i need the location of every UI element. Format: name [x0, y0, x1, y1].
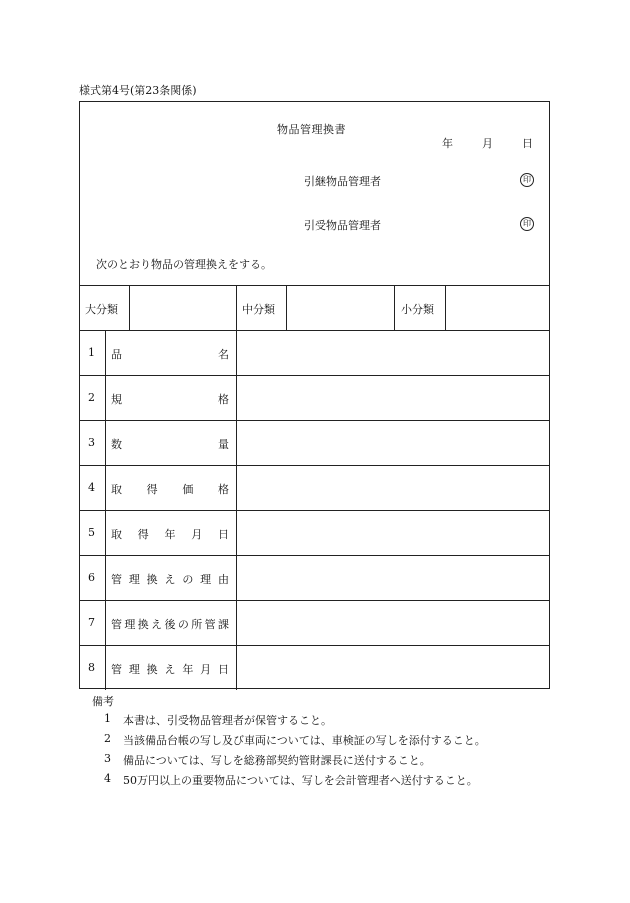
- row-number: 1: [88, 346, 95, 359]
- transferor-label: 引継物品管理者: [304, 175, 381, 188]
- row-label-char: 課: [218, 618, 229, 631]
- row-label-char: 換: [137, 618, 149, 631]
- row-label-char: 取: [111, 528, 122, 541]
- row-label: [111, 571, 229, 587]
- row-number: 6: [88, 571, 95, 584]
- divider: [236, 285, 237, 330]
- row-number: 7: [88, 616, 95, 629]
- row-label-char: 後: [164, 618, 176, 631]
- seal-icon: 印: [520, 217, 534, 231]
- transfer-form: [79, 101, 550, 689]
- divider: [286, 285, 287, 330]
- divider: [445, 285, 446, 330]
- remark-text: 50万円以上の重要物品については、写しを会計管理者へ送付すること。: [123, 774, 478, 787]
- row-number: 5: [88, 526, 95, 539]
- remark-text: 備品については、写しを総務部契約管財課長に送付すること。: [123, 754, 431, 767]
- row-value-cell[interactable]: [237, 466, 549, 509]
- row-value-cell[interactable]: [237, 511, 549, 554]
- row-label-char: 由: [217, 573, 229, 586]
- row-label-char: 得: [146, 483, 158, 496]
- row-label-char: 管: [111, 618, 122, 631]
- row-value-cell[interactable]: [237, 376, 549, 419]
- row-value-cell[interactable]: [237, 646, 549, 689]
- category-middle-label: 中分類: [242, 303, 275, 316]
- seal-icon: 印: [520, 173, 534, 187]
- row-label-char: 規: [111, 393, 122, 406]
- row-label-char: 価: [182, 483, 194, 496]
- remark-text: 本書は、引受物品管理者が保管すること。: [123, 714, 332, 727]
- category-major-label: 大分類: [85, 303, 118, 316]
- row-label-char: の: [177, 618, 189, 631]
- remark-number: 3: [104, 752, 111, 765]
- date-year-label: 年: [442, 137, 453, 150]
- row-label-char: 日: [217, 663, 229, 676]
- remark-number: 4: [104, 772, 111, 785]
- row-label-char: え: [164, 573, 176, 586]
- remark-number: 2: [104, 732, 111, 745]
- row-number: 3: [88, 436, 95, 449]
- row-label: [111, 436, 229, 452]
- row-label-char: の: [182, 573, 194, 586]
- row-label-char: 理: [128, 573, 140, 586]
- divider: [129, 285, 130, 330]
- row-label-char: 数: [111, 438, 122, 451]
- remark-number: 1: [104, 712, 111, 725]
- row-label-char: 年: [182, 663, 194, 676]
- row-label-char: 換: [146, 573, 158, 586]
- row-value-cell[interactable]: [237, 556, 549, 599]
- date-month-label: 月: [482, 137, 493, 150]
- row-label-char: え: [164, 663, 176, 676]
- row-number: 2: [88, 391, 95, 404]
- row-label-char: 月: [191, 528, 203, 541]
- row-value-cell[interactable]: [237, 331, 549, 374]
- row-label-char: 換: [146, 663, 158, 676]
- date-day-label: 日: [522, 137, 533, 150]
- row-label-char: 理: [124, 618, 136, 631]
- remarks-heading: 備考: [92, 695, 114, 708]
- category-minor-label: 小分類: [401, 303, 434, 316]
- row-label-char: 管: [204, 618, 216, 631]
- row-label-char: 年: [164, 528, 176, 541]
- row-label: [111, 661, 229, 677]
- form-title: 物品管理換書: [277, 123, 346, 136]
- row-label-char: 月: [200, 663, 212, 676]
- statement-text: 次のとおり物品の管理換えをする。: [96, 258, 272, 271]
- row-value-cell[interactable]: [237, 601, 549, 644]
- row-label-char: 理: [128, 663, 140, 676]
- row-label-char: 日: [218, 528, 229, 541]
- row-label-char: 管: [111, 573, 122, 586]
- row-label: [111, 481, 229, 497]
- row-label-char: 名: [218, 348, 229, 361]
- row-label-char: 格: [217, 483, 229, 496]
- row-label-char: 理: [200, 573, 212, 586]
- row-label-char: 得: [137, 528, 149, 541]
- row-label: [111, 391, 229, 407]
- row-number: 4: [88, 481, 95, 494]
- row-label-char: 取: [111, 483, 122, 496]
- divider: [80, 285, 549, 286]
- remark-text: 当該備品台帳の写し及び車両については、車検証の写しを添付すること。: [123, 734, 486, 747]
- row-label: [111, 346, 229, 362]
- row-label: [111, 616, 229, 632]
- row-label-char: え: [151, 618, 163, 631]
- row-label-char: 管: [111, 663, 122, 676]
- row-number: 8: [88, 661, 95, 674]
- divider: [394, 285, 395, 330]
- row-label-char: 量: [218, 438, 229, 451]
- row-label-char: 格: [218, 393, 229, 406]
- row-label-char: 所: [191, 618, 203, 631]
- row-label-char: 品: [111, 348, 122, 361]
- row-label: [111, 526, 229, 542]
- transferee-label: 引受物品管理者: [304, 219, 381, 232]
- form-number-label: 様式第4号(第23条関係): [79, 84, 197, 97]
- row-value-cell[interactable]: [237, 421, 549, 464]
